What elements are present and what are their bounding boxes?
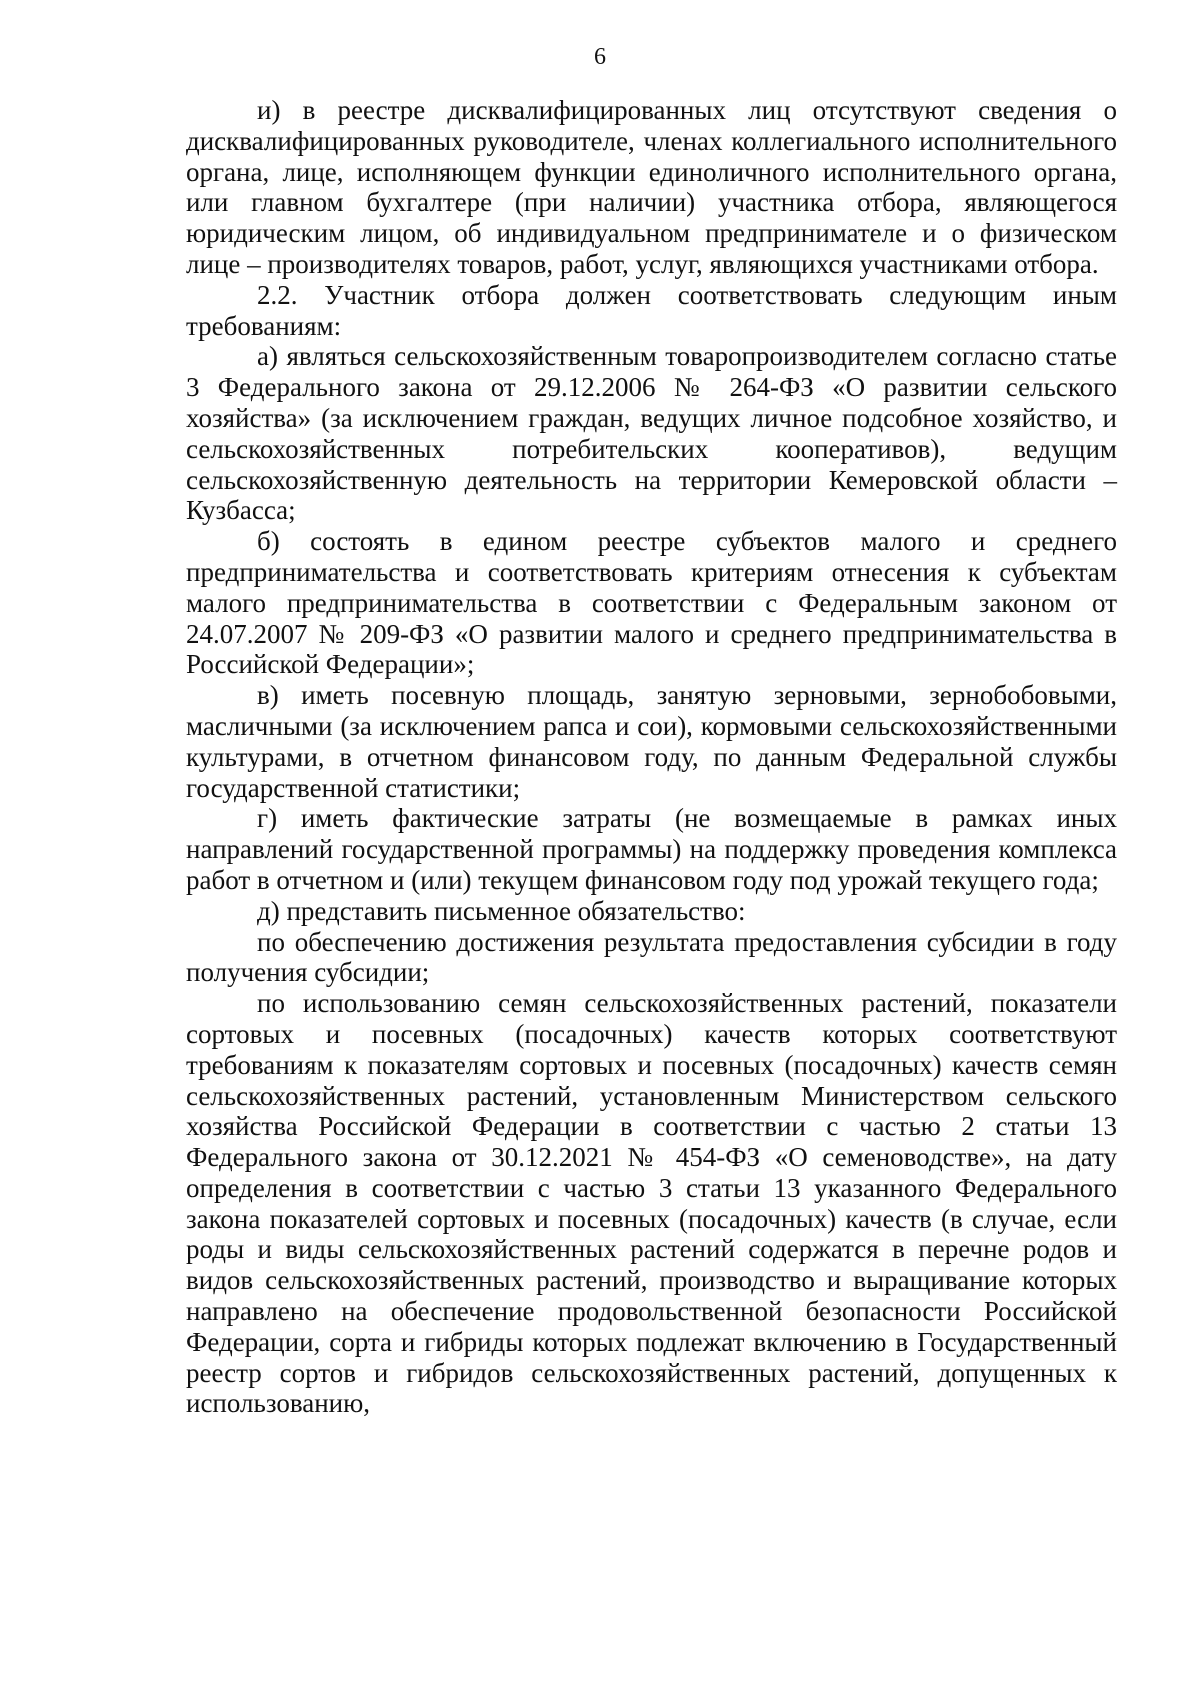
paragraph-disqualified-persons: и) в реестре дисквалифицированных лиц отсутствуют сведения о дисквалифицированных руководителе, членах коллегиального исполнительного органа, лице, исполняющем функции единоличного исполнительного органа, или главном бухгалтере (при наличии) участника отбора, являющегося юридическим лицом, об индивидуальном предпринимателе и о физическом лице – производителях товаров, работ, услуг, являющихся участниками отбора. [186,95,1117,279]
paragraph-a-agricultural-producer: а) являться сельскохозяйственным товаропроизводителем согласно статье 3 Федерального закона от 29.12.2006 № 264-ФЗ «О развитии сельского хозяйства» (за исключением граждан, ведущих личное подсобное хозяйство, и сельскохозяйственных потребительских кооперативов), ведущим сельскохозяйственную деятельность на территории Кемеровской области – Кузбасса; [186,341,1117,526]
document-body [186,95,1117,1419]
paragraph-v-sown-area: в) иметь посевную площадь, занятую зерновыми, зернобобовыми, масличными (за исключением рапса и сои), кормовыми сельскохозяйственными культурами, в отчетном финансовом году, по данным Федеральной службы государственной статистики; [186,680,1117,803]
paragraph-2-2-requirements: 2.2. Участник отбора должен соответствовать следующим иным требованиям: [186,279,1117,341]
page-number: 6 [594,44,606,70]
paragraph-g-actual-costs: г) иметь фактические затраты (не возмещаемые в рамках иных направлений государственной программы) на поддержку проведения комплекса работ в отчетном и (или) текущем финансовом году под урожай текущего года; [186,803,1117,895]
paragraph-d-written-obligation: д) представить письменное обязательство: [257,895,746,926]
paragraph-result-achievement: по обеспечению достижения результата предоставления субсидии в году получения субсидии; [186,926,1117,988]
paragraph-b-small-business-registry: б) состоять в едином реестре субъектов малого и среднего предпринимательства и соответствовать критериям отнесения к субъектам малого предпринимательства в соответствии с Федеральным законом от 24.07.2007 № 209-ФЗ «О развитии малого и среднего предпринимательства в Российской Федерации»; [186,526,1117,680]
paragraph-seed-usage: по использованию семян сельскохозяйственных растений, показатели сортовых и посевных (посадочных) качеств которых соответствуют требованиям к показателям сортовых и посевных (посадочных) качеств семян сельскохозяйственных растений, установленным Министерством сельского хозяйства Российской Федерации в соответствии с частью 2 статьи 13 Федерального закона от 30.12.2021 № 454-ФЗ «О семеноводстве», на дату определения в соответствии с частью 3 статьи 13 указанного Федерального закона показателей сортовых и посевных (посадочных) качеств (в случае, если роды и виды сельскохозяйственных растений содержатся в перечне родов и видов сельскохозяйственных растений, производство и выращивание которых направлено на обеспечение продовольственной безопасности Российской Федерации, сорта и гибриды которых подлежат включению в Государственный реестр сортов и гибридов сельскохозяйственных растений, допущенных к использованию, [186,988,1117,1419]
